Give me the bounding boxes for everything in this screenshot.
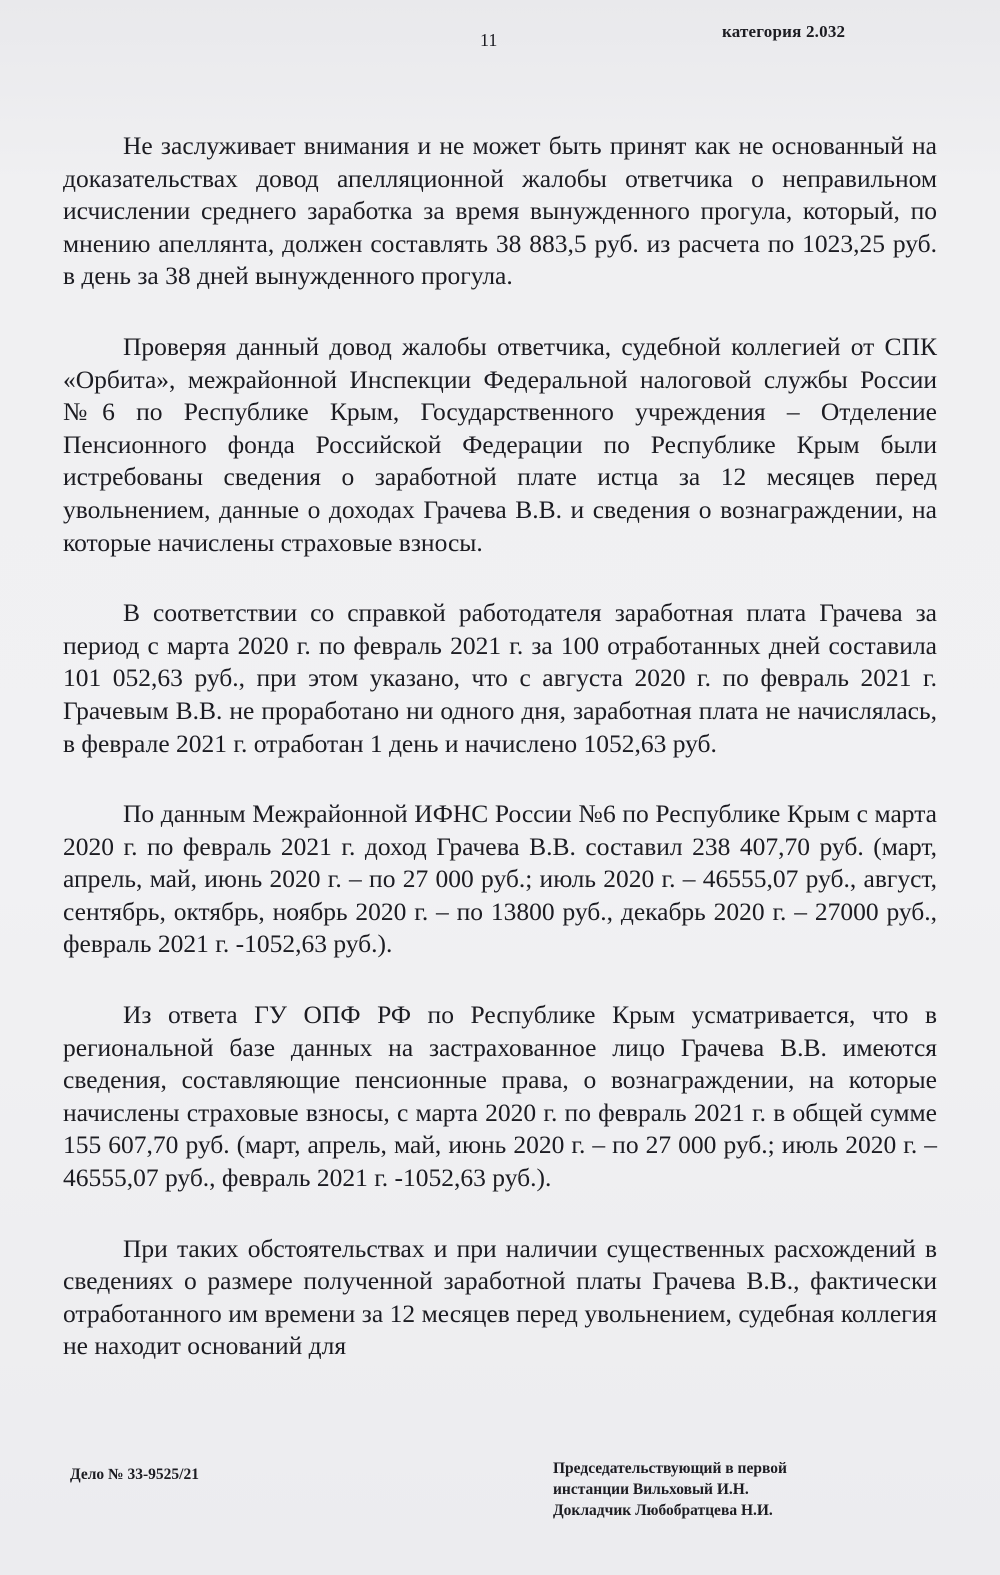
page-number: 11 <box>480 30 498 50</box>
paragraph-4: По данным Межрайонной ИФНС России №6 по Республике Крым с марта 2020 г. по февраль 2021 г. доход Грачева В.В. составил 238 407,70 руб. (март, апрель, май, июнь 2020 г. – по 27 000 руб.; июль 2020 г. – 46555,07 руб., август, сентябрь, октябрь, ноябрь 2020 г. – по 13800 руб., декабрь 2020 г. – 27000 руб., февраль 2021 г. -1052,63 руб.). <box>63 799 937 959</box>
paragraph-5: Из ответа ГУ ОПФ РФ по Республике Крым усматривается, что в региональной базе данных на застрахованное лицо Грачева В.В. имеются сведения, составляющие пенсионные права, о вознаграждении, на которые начислены страховые взносы, с марта 2020 г. по февраль 2021 г. в общей сумме 155 607,70 руб. (март, апрель, май, июнь 2020 г. – по 27 000 руб.; июль 2020 г. – 46555,07 руб., февраль 2021 г. -1052,63 руб.). <box>63 1000 937 1193</box>
paragraph-3: В соответствии со справкой работодателя заработная плата Грачева за период с марта 2020 г. по февраль 2021 г. за 100 отработанных дней составила 101 052,63 руб., при этом указано, что с августа 2020 г. по февраль 2021 г. Грачевым В.В. не проработано ни одного дня, заработная плата не начислялась, в феврале 2021 г. отработан 1 день и начислено 1052,63 руб. <box>63 598 937 758</box>
document-body <box>63 130 937 1401</box>
rapporteur: Докладчик Любобратцева Н.И. <box>553 1502 773 1519</box>
paragraph-6: При таких обстоятельствах и при наличии существенных расхождений в сведениях о размере полученной заработной платы Грачева В.В., фактически отработанного им времени за 12 месяцев перед увольнением, судебная коллегия не находит оснований для <box>63 1233 937 1361</box>
category-label: категория 2.032 <box>722 22 846 41</box>
presiding-judge: Председательствующий в первой инстанции Вильховый И.Н. <box>553 1460 787 1498</box>
paragraph-1: Не заслуживает внимания и не может быть принят как не основанный на доказательствах довод апелляционной жалобы ответчика о неправильном исчислении среднего заработка за время вынужденного прогула, который, по мнению апеллянта, должен составлять 38 883,5 руб. из расчета по 1023,25 руб. в день за 38 дней вынужденного прогула. <box>63 131 937 291</box>
paragraph-2: Проверяя данный довод жалобы ответчика, судебной коллегией от СПК «Орбита», межрайонной Инспекции Федеральной налоговой службы России №6 по Республике Крым, Государственного учреждения – Отделение Пенсионного фонда Российской Федерации по Республике Крым были истребованы сведения о заработной плате истца за 12 месяцев перед увольнением, данные о доходах Грачева В.В. и сведения о вознаграждении, на которые начислены страховые взносы. <box>63 331 937 557</box>
judges-block <box>553 1458 843 1521</box>
case-number: Дело № 33-9525/21 <box>70 1466 199 1483</box>
